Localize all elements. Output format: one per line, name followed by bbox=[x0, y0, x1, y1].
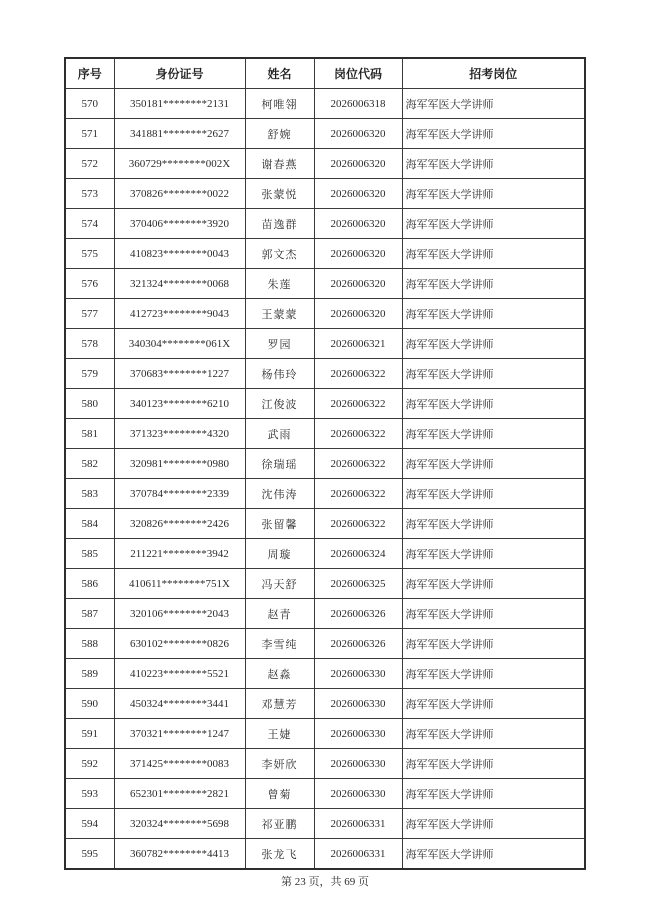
cell-serial: 595 bbox=[65, 839, 114, 870]
cell-name: 李妍欣 bbox=[245, 749, 314, 779]
cell-id-number: 630102********0826 bbox=[114, 629, 245, 659]
cell-position-code: 2026006322 bbox=[314, 479, 402, 509]
cell-id-number: 341881********2627 bbox=[114, 119, 245, 149]
cell-id-number: 360729********002X bbox=[114, 149, 245, 179]
table-body bbox=[65, 89, 585, 870]
cell-name: 徐瑞瑶 bbox=[245, 449, 314, 479]
cell-position-title: 海军军医大学讲师 bbox=[402, 359, 585, 389]
table-row bbox=[65, 149, 585, 179]
cell-id-number: 320826********2426 bbox=[114, 509, 245, 539]
cell-position-title: 海军军医大学讲师 bbox=[402, 119, 585, 149]
cell-id-number: 370683********1227 bbox=[114, 359, 245, 389]
cell-serial: 594 bbox=[65, 809, 114, 839]
table-header-row bbox=[65, 58, 585, 89]
cell-name: 舒婉 bbox=[245, 119, 314, 149]
cell-position-title: 海军军医大学讲师 bbox=[402, 449, 585, 479]
table-row bbox=[65, 779, 585, 809]
cell-name: 谢春燕 bbox=[245, 149, 314, 179]
cell-position-title: 海军军医大学讲师 bbox=[402, 779, 585, 809]
table-row bbox=[65, 569, 585, 599]
table-row bbox=[65, 119, 585, 149]
cell-position-code: 2026006330 bbox=[314, 719, 402, 749]
cell-position-code: 2026006318 bbox=[314, 89, 402, 119]
cell-position-code: 2026006331 bbox=[314, 809, 402, 839]
cell-position-title: 海军军医大学讲师 bbox=[402, 389, 585, 419]
header-position-title: 招考岗位 bbox=[402, 58, 585, 89]
table-row bbox=[65, 599, 585, 629]
cell-id-number: 410823********0043 bbox=[114, 239, 245, 269]
cell-position-code: 2026006320 bbox=[314, 239, 402, 269]
cell-name: 张留馨 bbox=[245, 509, 314, 539]
cell-position-title: 海军军医大学讲师 bbox=[402, 749, 585, 779]
cell-id-number: 340304********061X bbox=[114, 329, 245, 359]
cell-serial: 582 bbox=[65, 449, 114, 479]
cell-serial: 578 bbox=[65, 329, 114, 359]
cell-position-title: 海军军医大学讲师 bbox=[402, 599, 585, 629]
cell-position-title: 海军军医大学讲师 bbox=[402, 149, 585, 179]
table-row bbox=[65, 689, 585, 719]
cell-serial: 576 bbox=[65, 269, 114, 299]
cell-id-number: 350181********2131 bbox=[114, 89, 245, 119]
cell-serial: 592 bbox=[65, 749, 114, 779]
table-row bbox=[65, 299, 585, 329]
cell-position-title: 海军军医大学讲师 bbox=[402, 629, 585, 659]
table-row bbox=[65, 89, 585, 119]
header-serial: 序号 bbox=[65, 58, 114, 89]
cell-name: 柯唯翎 bbox=[245, 89, 314, 119]
cell-id-number: 412723********9043 bbox=[114, 299, 245, 329]
header-position-code: 岗位代码 bbox=[314, 58, 402, 89]
cell-position-title: 海军军医大学讲师 bbox=[402, 419, 585, 449]
cell-serial: 573 bbox=[65, 179, 114, 209]
cell-name: 王婕 bbox=[245, 719, 314, 749]
cell-serial: 574 bbox=[65, 209, 114, 239]
cell-position-code: 2026006320 bbox=[314, 299, 402, 329]
table-row bbox=[65, 719, 585, 749]
cell-id-number: 360782********4413 bbox=[114, 839, 245, 870]
cell-serial: 585 bbox=[65, 539, 114, 569]
cell-position-title: 海军军医大学讲师 bbox=[402, 689, 585, 719]
cell-position-title: 海军军医大学讲师 bbox=[402, 209, 585, 239]
page-number-footer: 第 23 页，共 69 页 bbox=[281, 876, 369, 888]
cell-id-number: 321324********0068 bbox=[114, 269, 245, 299]
cell-position-code: 2026006325 bbox=[314, 569, 402, 599]
table-row bbox=[65, 239, 585, 269]
cell-serial: 577 bbox=[65, 299, 114, 329]
cell-serial: 572 bbox=[65, 149, 114, 179]
cell-position-code: 2026006322 bbox=[314, 449, 402, 479]
cell-id-number: 320324********5698 bbox=[114, 809, 245, 839]
cell-name: 江俊波 bbox=[245, 389, 314, 419]
cell-serial: 580 bbox=[65, 389, 114, 419]
cell-position-title: 海军军医大学讲师 bbox=[402, 329, 585, 359]
cell-position-code: 2026006326 bbox=[314, 599, 402, 629]
cell-name: 张龙飞 bbox=[245, 839, 314, 870]
cell-serial: 586 bbox=[65, 569, 114, 599]
table-row bbox=[65, 839, 585, 870]
table-row bbox=[65, 179, 585, 209]
cell-id-number: 652301********2821 bbox=[114, 779, 245, 809]
cell-name: 赵淼 bbox=[245, 659, 314, 689]
cell-serial: 584 bbox=[65, 509, 114, 539]
cell-position-code: 2026006320 bbox=[314, 209, 402, 239]
cell-position-code: 2026006320 bbox=[314, 149, 402, 179]
cell-name: 苗逸群 bbox=[245, 209, 314, 239]
cell-id-number: 410611********751X bbox=[114, 569, 245, 599]
cell-name: 张蒙悦 bbox=[245, 179, 314, 209]
cell-id-number: 370784********2339 bbox=[114, 479, 245, 509]
cell-serial: 591 bbox=[65, 719, 114, 749]
table-row bbox=[65, 389, 585, 419]
cell-name: 邓慧芳 bbox=[245, 689, 314, 719]
cell-id-number: 371425********0083 bbox=[114, 749, 245, 779]
cell-id-number: 370406********3920 bbox=[114, 209, 245, 239]
table-row bbox=[65, 539, 585, 569]
table-row bbox=[65, 629, 585, 659]
cell-id-number: 370826********0022 bbox=[114, 179, 245, 209]
cell-name: 李雪纯 bbox=[245, 629, 314, 659]
cell-id-number: 371323********4320 bbox=[114, 419, 245, 449]
cell-name: 周璇 bbox=[245, 539, 314, 569]
table-row bbox=[65, 809, 585, 839]
cell-position-code: 2026006322 bbox=[314, 419, 402, 449]
cell-position-title: 海军军医大学讲师 bbox=[402, 269, 585, 299]
cell-id-number: 370321********1247 bbox=[114, 719, 245, 749]
cell-position-code: 2026006330 bbox=[314, 689, 402, 719]
cell-name: 朱莲 bbox=[245, 269, 314, 299]
header-name: 姓名 bbox=[245, 58, 314, 89]
cell-id-number: 410223********5521 bbox=[114, 659, 245, 689]
header-id-number: 身份证号 bbox=[114, 58, 245, 89]
cell-serial: 587 bbox=[65, 599, 114, 629]
cell-serial: 589 bbox=[65, 659, 114, 689]
cell-serial: 583 bbox=[65, 479, 114, 509]
cell-position-title: 海军军医大学讲师 bbox=[402, 659, 585, 689]
cell-position-title: 海军军医大学讲师 bbox=[402, 179, 585, 209]
cell-name: 罗园 bbox=[245, 329, 314, 359]
cell-name: 赵青 bbox=[245, 599, 314, 629]
cell-position-code: 2026006322 bbox=[314, 509, 402, 539]
table-row bbox=[65, 659, 585, 689]
cell-position-title: 海军军医大学讲师 bbox=[402, 839, 585, 870]
cell-serial: 593 bbox=[65, 779, 114, 809]
cell-serial: 571 bbox=[65, 119, 114, 149]
cell-position-code: 2026006322 bbox=[314, 389, 402, 419]
table-row bbox=[65, 419, 585, 449]
cell-serial: 575 bbox=[65, 239, 114, 269]
table-row bbox=[65, 269, 585, 299]
cell-position-code: 2026006320 bbox=[314, 269, 402, 299]
cell-position-code: 2026006330 bbox=[314, 659, 402, 689]
candidate-table bbox=[64, 57, 586, 870]
cell-position-code: 2026006320 bbox=[314, 119, 402, 149]
table-row bbox=[65, 209, 585, 239]
cell-position-title: 海军军医大学讲师 bbox=[402, 299, 585, 329]
table-row bbox=[65, 329, 585, 359]
cell-position-title: 海军军医大学讲师 bbox=[402, 89, 585, 119]
cell-name: 武雨 bbox=[245, 419, 314, 449]
cell-name: 曾菊 bbox=[245, 779, 314, 809]
cell-position-title: 海军军医大学讲师 bbox=[402, 719, 585, 749]
cell-position-title: 海军军医大学讲师 bbox=[402, 569, 585, 599]
cell-position-code: 2026006322 bbox=[314, 359, 402, 389]
cell-position-code: 2026006321 bbox=[314, 329, 402, 359]
cell-position-code: 2026006326 bbox=[314, 629, 402, 659]
cell-name: 郭文杰 bbox=[245, 239, 314, 269]
cell-id-number: 320106********2043 bbox=[114, 599, 245, 629]
table-row bbox=[65, 479, 585, 509]
cell-id-number: 320981********0980 bbox=[114, 449, 245, 479]
cell-serial: 581 bbox=[65, 419, 114, 449]
table-row bbox=[65, 449, 585, 479]
cell-name: 冯天舒 bbox=[245, 569, 314, 599]
cell-name: 沈伟涛 bbox=[245, 479, 314, 509]
cell-id-number: 211221********3942 bbox=[114, 539, 245, 569]
cell-serial: 588 bbox=[65, 629, 114, 659]
cell-name: 王蒙蒙 bbox=[245, 299, 314, 329]
cell-position-title: 海军军医大学讲师 bbox=[402, 539, 585, 569]
cell-name: 杨伟玲 bbox=[245, 359, 314, 389]
cell-position-code: 2026006330 bbox=[314, 749, 402, 779]
cell-position-title: 海军军医大学讲师 bbox=[402, 239, 585, 269]
table-row bbox=[65, 359, 585, 389]
cell-position-code: 2026006324 bbox=[314, 539, 402, 569]
cell-serial: 579 bbox=[65, 359, 114, 389]
cell-name: 祁亚鹏 bbox=[245, 809, 314, 839]
cell-serial: 590 bbox=[65, 689, 114, 719]
cell-position-code: 2026006320 bbox=[314, 179, 402, 209]
cell-position-code: 2026006331 bbox=[314, 839, 402, 870]
candidate-table-container bbox=[64, 57, 586, 870]
cell-id-number: 450324********3441 bbox=[114, 689, 245, 719]
cell-serial: 570 bbox=[65, 89, 114, 119]
cell-position-code: 2026006330 bbox=[314, 779, 402, 809]
table-row bbox=[65, 749, 585, 779]
cell-position-title: 海军军医大学讲师 bbox=[402, 809, 585, 839]
cell-position-title: 海军军医大学讲师 bbox=[402, 479, 585, 509]
cell-id-number: 340123********6210 bbox=[114, 389, 245, 419]
cell-position-title: 海军军医大学讲师 bbox=[402, 509, 585, 539]
table-row bbox=[65, 509, 585, 539]
